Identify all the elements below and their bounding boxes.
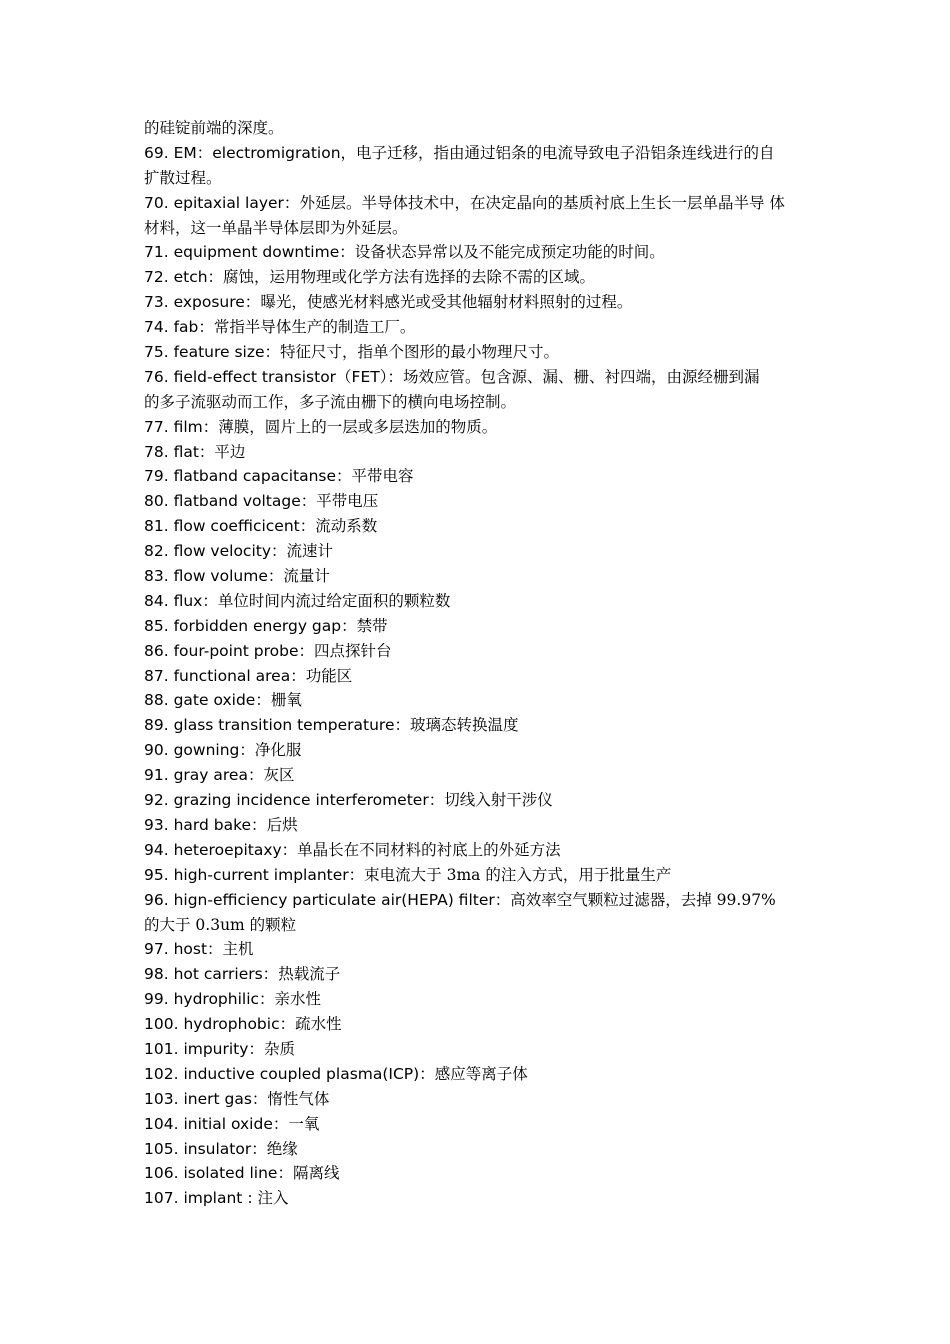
term: 97. host： [144,940,223,959]
text-line-43 [144,1186,810,1211]
definition: 注入 [257,1189,289,1208]
term: 102. inductive coupled plasma(ICP)： [144,1064,435,1083]
definition: 常指半导体生产的制造工厂。 [213,318,416,337]
text-line-1 [144,141,810,166]
definition: 单晶长在不同材料的衬底上的外延方法 [297,840,561,859]
text-line-23 [144,688,810,713]
term: 78. flat： [144,442,215,461]
definition: 腐蚀，运用物理或化学方法有选择的去除不需的区域。 [223,268,596,287]
text-line-8 [144,315,810,340]
term: 86. four-point probe： [144,641,315,660]
definition: 薄膜，圆片上的一层或多层迭加的物质。 [218,417,498,436]
definition: 场效应管。包含源、漏、栅、衬四端，由源经栅到漏 [402,367,760,386]
term: 90. gowning： [144,741,255,760]
definition: 曝光，使感光材料感光或受其他辐射材料照射的过程。 [260,293,633,312]
text-line-41 [144,1137,810,1162]
definition: 单位时间内流过给定面积的颗粒数 [217,591,451,610]
text-line-4 [144,216,810,241]
definition: 的多子流驱动而工作，多子流由栅下的横向电场控制。 [144,392,517,411]
text-line-40 [144,1112,810,1137]
text-line-34 [144,962,810,987]
term: 82. flow velocity： [144,542,287,561]
text-line-10 [144,365,810,390]
term: 77. film： [144,417,219,436]
term: 88. gate oxide： [144,691,271,710]
definition: 切线入射干涉仪 [444,791,553,810]
definition: 扩散过程。 [144,168,222,187]
term: 89. glass transition temperature： [144,716,410,735]
definition: 特征尺寸，指单个图形的最小物理尺寸。 [280,343,560,362]
definition: 热载流子 [278,965,341,984]
term: 81. flow coefficicent： [144,517,316,536]
definition: 平带电压 [316,492,379,511]
text-line-42 [144,1161,810,1186]
term: 94. heteroepitaxy： [144,840,298,859]
term: 98. hot carriers： [144,965,279,984]
definition: 禁带 [356,616,388,635]
definition: 疏水性 [295,1015,342,1034]
definition: 净化服 [254,741,302,760]
term: 73. exposure： [144,293,261,312]
definition: 的大于 0.3um 的颗粒 [144,915,297,934]
term: 100. hydrophobic： [144,1015,296,1034]
definition: 外延层。半导体技术中，在决定晶向的基质衬底上生长一层单晶半导 体 [299,193,785,212]
definition: 平边 [214,442,246,461]
term: 101. impurity： [144,1039,264,1058]
text-line-7 [144,290,810,315]
term: 93. hard bake： [144,815,267,834]
text-line-27 [144,788,810,813]
definition: 惰性气体 [267,1089,330,1108]
definition: 四点探针台 [314,641,392,660]
text-line-15 [144,489,810,514]
text-line-25 [144,738,810,763]
term: 70. epitaxial layer： [144,193,300,212]
term: 87. functional area： [144,666,306,685]
text-line-20 [144,614,810,639]
definition: 流动系数 [315,517,378,536]
text-line-31 [144,888,810,913]
text-line-16 [144,514,810,539]
text-line-13 [144,440,810,465]
text-line-19 [144,589,810,614]
definition: 电子迁移，指由通过铝条的电流导致电子沿铝条连线进行的自 [356,143,775,162]
definition: 亲水性 [274,990,322,1009]
text-line-14 [144,464,810,489]
text-line-35 [144,987,810,1012]
definition: 主机 [222,940,254,959]
text-line-32 [144,913,810,938]
term: 104. initial oxide： [144,1114,289,1133]
definition: 灰区 [263,766,295,785]
text-line-29 [144,838,810,863]
text-line-24 [144,713,810,738]
text-line-18 [144,564,810,589]
definition: 后烘 [266,815,298,834]
term: 80. flatband voltage： [144,492,317,511]
term: 69. EM：electromigration， [144,143,357,162]
term: 103. inert gas： [144,1089,268,1108]
text-line-9 [144,340,810,365]
definition: 杂质 [263,1039,295,1058]
text-line-3 [144,191,810,216]
definition: 隔离线 [292,1164,340,1183]
term: 72. etch： [144,268,224,287]
text-line-39 [144,1087,810,1112]
text-line-17 [144,539,810,564]
definition: 一氧 [288,1114,320,1133]
definition: 平带电容 [351,467,414,486]
text-line-36 [144,1012,810,1037]
definition: 材料，这一单晶半导体层即为外延层。 [144,218,408,237]
definition: 设备状态异常以及不能完成预定功能的时间。 [354,243,665,262]
term: 71. equipment downtime： [144,243,355,262]
text-line-11 [144,390,810,415]
definition: 感应等离子体 [434,1064,528,1083]
term: 76. field-effect transistor（FET）： [144,367,403,386]
definition: 束电流大于 3ma 的注入方式，用于批量生产 [364,865,672,884]
definition: 流量计 [283,567,330,586]
term: 99. hydrophilic： [144,990,275,1009]
text-line-5 [144,240,810,265]
definition: 的硅锭前端的深度。 [144,119,284,137]
term: 84. flux： [144,591,218,610]
term: 74. fab： [144,318,214,337]
text-line-28 [144,813,810,838]
term: 95. high-current implanter： [144,865,365,884]
term: 105. insulator： [144,1139,267,1158]
term: 85. forbidden energy gap： [144,616,357,635]
definition: 栅氧 [270,691,302,710]
text-line-30 [144,863,810,888]
term: 107. implant : [144,1189,258,1208]
term: 106. isolated line： [144,1164,293,1183]
text-line-26 [144,763,810,788]
definition: 流速计 [286,542,334,561]
text-line-33 [144,937,810,962]
text-line-38 [144,1062,810,1087]
term: 92. grazing incidence interferometer： [144,791,445,810]
term: 79. flatband capacitanse： [144,467,352,486]
text-line-21 [144,639,810,664]
document-page [144,116,810,1211]
definition: 绝缘 [266,1139,298,1158]
text-line-0 [144,116,810,141]
text-line-6 [144,265,810,290]
text-line-12 [144,415,810,440]
definition: 功能区 [305,666,353,685]
definition: 高效率空气颗粒过滤器，去掉 99.97% [510,890,776,909]
term: 75. feature size： [144,343,281,362]
definition: 玻璃态转换温度 [410,716,519,735]
term: 96. hign-efficiency particulate air(HEPA) filter： [144,890,511,909]
term: 91. gray area： [144,766,264,785]
text-line-2 [144,166,810,191]
term: 83. flow volume： [144,567,284,586]
text-line-22 [144,664,810,689]
text-line-37 [144,1037,810,1062]
